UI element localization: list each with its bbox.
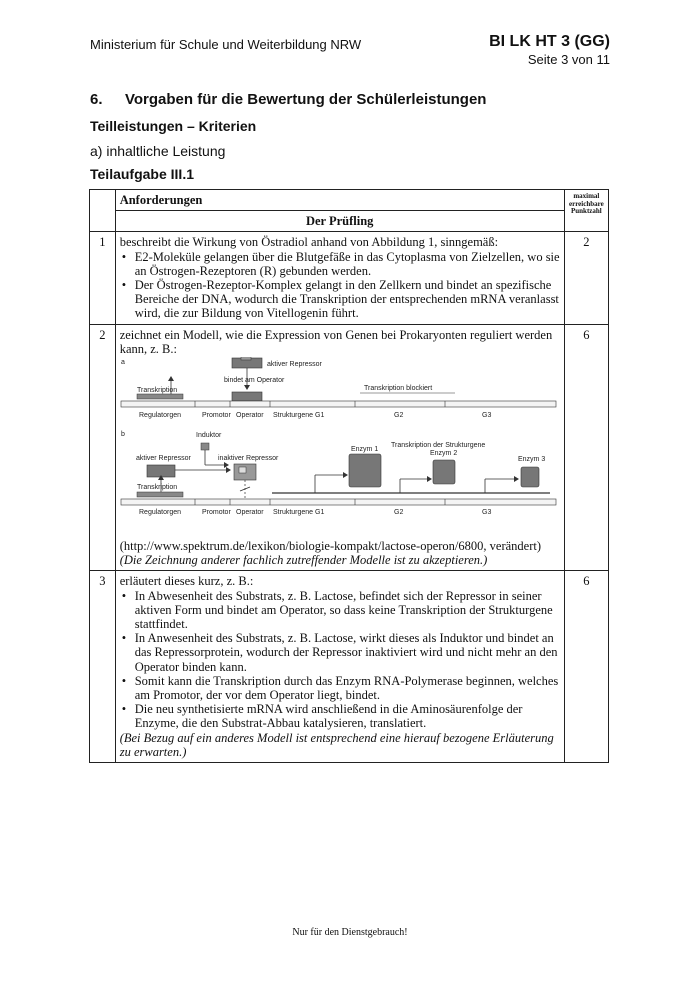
table-subheader-row bbox=[90, 211, 609, 232]
row-intro: zeichnet ein Modell, wie die Expression von Genen bei Prokaryonten reguliert werden kann, z. B.: bbox=[119, 327, 553, 356]
table-header-row bbox=[90, 190, 609, 211]
g3-label: G3 bbox=[481, 412, 492, 420]
document-code: BI LK HT 3 (GG) bbox=[489, 33, 610, 50]
row-number: 2 bbox=[90, 324, 116, 571]
operator-label: Operator bbox=[235, 412, 264, 420]
regulator-gene-b-label: Regulatorgen bbox=[138, 509, 181, 517]
task-label: Teilaufgabe III.1 bbox=[90, 166, 194, 182]
row-content bbox=[115, 571, 564, 763]
enzyme3-label: Enzym 3 bbox=[517, 456, 545, 464]
inductor-shape bbox=[201, 443, 209, 450]
mrna-bar-b bbox=[137, 492, 183, 497]
section-title: Vorgaben für die Bewertung der Schülerleistungen bbox=[125, 91, 487, 108]
requirements-header: Anforderungen bbox=[115, 190, 564, 211]
arrow-head bbox=[244, 385, 250, 390]
transcription-blocked-label: Transkription blockiert bbox=[363, 385, 432, 393]
row-intro: beschreibt die Wirkung von Östradiol anhand von Abbildung 1, sinngemäß: bbox=[119, 235, 499, 250]
figure-source: (http://www.spektrum.de/lexikon/biologie-kompakt/lactose-operon/6800, verändert) bbox=[119, 539, 542, 554]
bullet-list bbox=[120, 589, 560, 731]
bullet-item: • In Abwesenheit des Substrats, z. B. Lactose, befindet sich der Repressor in seiner aktiven Form und bindet am Operator, so dass keine Transkription der Strukturgene stattfindet. bbox=[135, 589, 560, 632]
repressor-on-operator bbox=[232, 392, 262, 401]
part-label: a) inhaltliche Leistung bbox=[90, 143, 226, 159]
bullet-item: • Die neu synthetisierte mRNA wird anschließend in die Aminosäurenfolge der Enzyme, die den Substrat-Abbau katalysieren, translatiert. bbox=[135, 702, 560, 730]
table-row bbox=[90, 571, 609, 763]
header-empty-cell bbox=[90, 190, 116, 232]
g2-label: G2 bbox=[393, 412, 404, 420]
no-binding-cross bbox=[240, 487, 250, 491]
section-number: 6. bbox=[90, 91, 103, 108]
promotor-label: Promotor bbox=[201, 412, 231, 420]
panel-b-label: b bbox=[120, 431, 125, 439]
active-repressor-label: aktiver Repressor bbox=[266, 361, 322, 369]
bullet-item: • Der Östrogen-Rezeptor-Komplex gelangt in den Zellkern und bindet an spezifische Bereiche der DNA, wodurch die Transkription der entsprechenden mRNA veranlasst wird, die zur Bildung von Vitellogenin führt. bbox=[135, 278, 560, 321]
enzyme1-shape bbox=[349, 454, 381, 487]
row-intro: erläutert dieses kurz, z. B.: bbox=[119, 574, 254, 589]
section-heading bbox=[90, 91, 486, 108]
table-row bbox=[90, 324, 609, 571]
row-note: (Die Zeichnung anderer fachlich zutreffender Modelle ist zu akzeptieren.) bbox=[119, 553, 488, 568]
enzyme2-shape bbox=[433, 460, 455, 484]
row-points: 6 bbox=[564, 571, 608, 763]
enzyme1-label: Enzym 1 bbox=[350, 446, 378, 454]
document-code-block bbox=[489, 33, 610, 67]
arrow-head bbox=[226, 467, 231, 473]
ministry-header: Ministerium für Schule und Weiterbildung NRW bbox=[90, 37, 362, 52]
row-number: 1 bbox=[90, 232, 116, 324]
promotor-b-label: Promotor bbox=[201, 509, 231, 517]
candidate-header: Der Prüfling bbox=[115, 211, 564, 232]
arrow-head bbox=[343, 472, 348, 478]
row-points: 2 bbox=[564, 232, 608, 324]
g2-b-label: G2 bbox=[393, 509, 404, 517]
bound-inductor-shape bbox=[239, 467, 246, 473]
bullet-item: • E2-Moleküle gelangen über die Blutgefäße in das Cytoplasma von Zielzellen, wo sie an Östrogen-Rezeptoren (R) gebunden werden. bbox=[135, 250, 560, 278]
inductor-label: Induktor bbox=[195, 432, 221, 440]
enzyme3-shape bbox=[521, 467, 539, 487]
enzyme2-label: Enzym 2 bbox=[429, 450, 457, 458]
dna-strand-b bbox=[121, 499, 556, 505]
transcription-b-label: Transkription bbox=[136, 484, 177, 492]
operator-b-label: Operator bbox=[235, 509, 264, 517]
bullet-item: • In Anwesenheit des Substrats, z. B. Lactose, wirkt dieses als Induktor und bindet an das Repressorprotein, wodurch der Repressor inaktiviert wird und nicht mehr an den Operator binden kann. bbox=[135, 631, 560, 674]
mrna-bar bbox=[137, 394, 183, 399]
lac-operon-figure bbox=[120, 357, 560, 537]
page-number: Seite 3 von 11 bbox=[527, 52, 610, 67]
transcription-label: Transkription bbox=[136, 387, 177, 395]
regulator-gene-label: Regulatorgen bbox=[138, 412, 181, 420]
arrow-head bbox=[224, 462, 229, 468]
structural-genes-b-label: Strukturgene G1 bbox=[272, 509, 325, 517]
footer-note: Nur für den Dienstgebrauch! bbox=[292, 927, 408, 938]
row-points: 6 bbox=[564, 324, 608, 571]
dna-strand-a bbox=[121, 401, 556, 407]
bullet-item: • Somit kann die Transkription durch das Enzym RNA-Polymerase beginnen, welches am Promotor, der vor dem Operator liegt, bindet. bbox=[135, 674, 560, 702]
inactive-repressor-label: inaktiver Repressor bbox=[217, 455, 279, 463]
g3-b-label: G3 bbox=[481, 509, 492, 517]
bullet-list bbox=[120, 250, 560, 321]
row-number: 3 bbox=[90, 571, 116, 763]
points-header: maximal erreichbare Punktzahl bbox=[564, 190, 608, 232]
transcription-structural-label: Transkription der Strukturgene bbox=[390, 442, 485, 450]
panel-a-label: a bbox=[120, 359, 125, 367]
row-note: (Bei Bezug auf ein anderes Modell ist entsprechend eine hierauf bezogene Erläuterung zu erwarten.) bbox=[119, 730, 554, 759]
arrow-head bbox=[514, 476, 519, 482]
active-repressor-knob bbox=[241, 357, 251, 360]
subtitle: Teilleistungen – Kriterien bbox=[90, 118, 257, 134]
table-row bbox=[90, 232, 609, 324]
row-content bbox=[115, 324, 564, 571]
arrow-head bbox=[427, 476, 432, 482]
structural-genes-label: Strukturgene G1 bbox=[272, 412, 325, 420]
criteria-table bbox=[89, 189, 609, 763]
active-repressor-b-label: aktiver Repressor bbox=[135, 455, 191, 463]
arrow-head bbox=[168, 376, 174, 381]
row-content bbox=[115, 232, 564, 324]
binds-operator-label: bindet am Operator bbox=[223, 377, 285, 385]
